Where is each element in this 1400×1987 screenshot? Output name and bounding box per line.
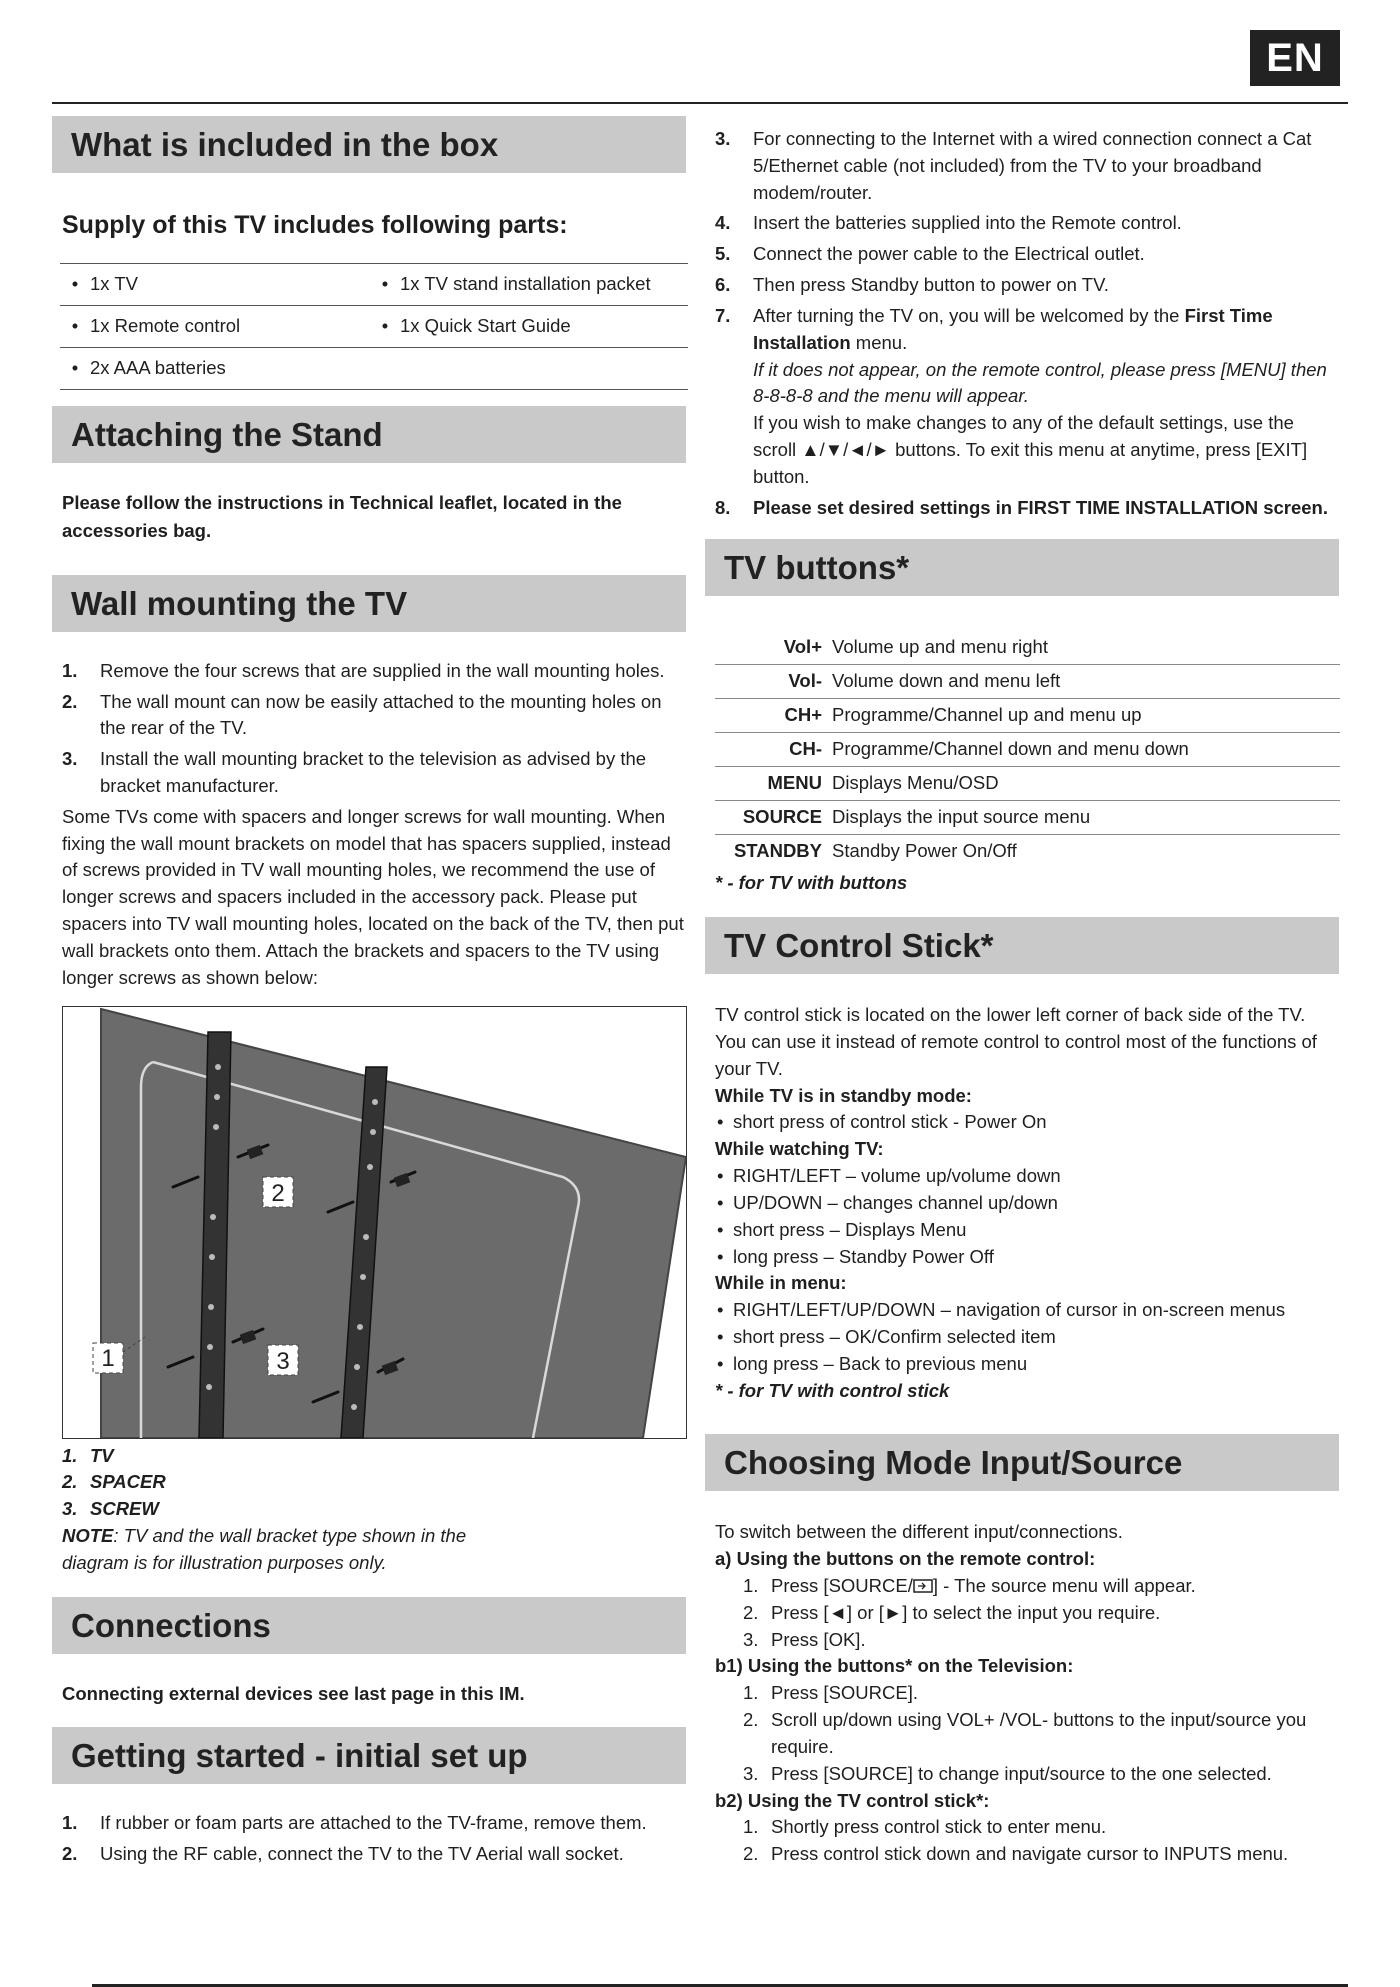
list-item: 3. Press [SOURCE] to change input/source to the one selected. — [743, 1762, 1272, 1784]
section-heading-tv-buttons: TV buttons* — [705, 539, 1339, 596]
part-item: 2x AAA batteries — [90, 348, 370, 390]
part-item: 1x Quick Start Guide — [400, 306, 688, 348]
list-item: 2. Press [◄] or [►] to select the input you require. — [743, 1601, 1161, 1623]
tv-buttons-table — [715, 630, 1340, 868]
table-row: Vol- Volume down and menu left — [715, 664, 1340, 698]
list-item: 1. Remove the four screws that are supplied in the wall mounting holes. — [62, 659, 665, 681]
right-column — [705, 126, 1339, 1868]
list-item: • long press – Back to previous menu — [715, 1351, 1339, 1378]
legend-item: 1. TV — [62, 1444, 114, 1466]
parts-table — [60, 263, 688, 390]
list-item: 1. Shortly press control stick to enter menu. — [743, 1816, 1107, 1838]
menu-subheading: While in menu: — [715, 1272, 847, 1294]
control-stick-steps — [743, 1814, 1339, 1868]
watching-subheading: While watching TV: — [715, 1138, 884, 1160]
section-heading-control-stick: TV Control Stick* — [705, 917, 1339, 974]
bullet: • — [60, 264, 90, 306]
list-item: 7. After turning the TV on, you will be welcomed by the First Time Installation menu. If it does not appear, on the remote control, please press [MENU] then 8-8-8-8 and the menu will appear. If you wish to make changes to any of the default settings, use the scroll ▲/▼/◄/► buttons. To exit this menu at anytime, press [EXIT] button. — [715, 304, 1327, 487]
list-item: 3. Press [OK]. — [743, 1628, 866, 1650]
section-heading-box: What is included in the box — [52, 116, 686, 173]
list-item: • UP/DOWN – changes channel up/down — [715, 1190, 1339, 1217]
callout-3: 3 — [276, 1347, 290, 1375]
watching-list — [715, 1163, 1339, 1270]
table-row: CH+ Programme/Channel up and menu up — [715, 698, 1340, 732]
section-heading-wall: Wall mounting the TV — [52, 575, 686, 632]
tv-buttons-footnote: * - for TV with buttons — [715, 872, 908, 894]
list-item: • short press of control stick - Power On — [715, 1109, 1339, 1136]
bullet: • — [370, 306, 400, 348]
list-item: 3. Install the wall mounting bracket to the television as advised by the bracket manufacturer. — [62, 748, 647, 796]
bullet: • — [370, 264, 400, 306]
section-heading-stand: Attaching the Stand — [52, 406, 686, 463]
list-item: • RIGHT/LEFT/UP/DOWN – navigation of cursor in on-screen menus — [715, 1297, 1339, 1324]
source-input-icon — [913, 1579, 933, 1593]
list-item: 2. The wall mount can now be easily attached to the mounting holes on the rear of the TV. — [62, 690, 662, 739]
list-item: • RIGHT/LEFT – volume up/volume down — [715, 1163, 1339, 1190]
table-row: SOURCE Displays the input source menu — [715, 800, 1340, 834]
wall-steps — [62, 658, 686, 800]
left-column — [52, 116, 686, 1872]
diagram-legend — [62, 1443, 686, 1523]
list-item: 2. Using the RF cable, connect the TV to the TV Aerial wall socket. — [62, 1843, 624, 1865]
bullet: • — [60, 348, 90, 390]
legend-item: 3. SCREW — [62, 1498, 159, 1520]
list-item: 1. Press [SOURCE/ ] - The source menu will appear. — [743, 1575, 1196, 1596]
language-badge: EN — [1250, 30, 1340, 86]
table-row — [60, 348, 688, 390]
callout-2: 2 — [271, 1179, 285, 1207]
part-item: 1x TV — [90, 264, 370, 306]
table-row: CH- Programme/Channel down and menu down — [715, 732, 1340, 766]
list-item: 2. Press control stick down and navigate cursor to INPUTS menu. — [743, 1843, 1289, 1865]
standby-subheading: While TV is in standby mode: — [715, 1084, 972, 1106]
source-intro: To switch between the different input/connections. — [715, 1521, 1123, 1543]
table-row — [60, 306, 688, 348]
callout-1: 1 — [101, 1344, 115, 1372]
list-item: 2. Scroll up/down using VOL+ /VOL- buttons to the input/source you require. — [743, 1709, 1307, 1757]
remote-steps — [743, 1573, 1339, 1653]
setup-steps-left — [62, 1810, 686, 1868]
supply-title: Supply of this TV includes following parts: — [62, 211, 568, 239]
control-stick-subheading: b2) Using the TV control stick*: — [715, 1789, 990, 1811]
top-divider — [52, 102, 1348, 104]
tv-buttons-steps — [743, 1680, 1339, 1787]
list-item: • long press – Standby Power Off — [715, 1244, 1339, 1271]
list-item: • short press – OK/Confirm selected item — [715, 1324, 1339, 1351]
table-row: Vol+ Volume up and menu right — [715, 630, 1340, 664]
list-item: 1. Press [SOURCE]. — [743, 1682, 918, 1704]
menu-list — [715, 1297, 1339, 1377]
list-item: 1. If rubber or foam parts are attached to the TV-frame, remove them. — [62, 1812, 647, 1834]
setup-steps-right — [715, 126, 1339, 521]
section-heading-setup: Getting started - initial set up — [52, 1727, 686, 1784]
bullet: • — [60, 306, 90, 348]
section-heading-source: Choosing Mode Input/Source — [705, 1434, 1339, 1491]
wall-mount-diagram — [62, 1006, 687, 1439]
connections-text: Connecting external devices see last page in this IM. — [62, 1682, 525, 1704]
table-row: STANDBY Standby Power On/Off — [733, 840, 1017, 862]
list-item: 8. Please set desired settings in FIRST TIME INSTALLATION screen. — [715, 496, 1328, 518]
remote-subheading: a) Using the buttons on the remote control: — [715, 1548, 1096, 1570]
standby-list — [715, 1109, 1339, 1136]
stand-text: Please follow the instructions in Technical leaflet, located in the accessories bag. — [62, 492, 622, 541]
list-item: 6. Then press Standby button to power on TV. — [715, 274, 1109, 296]
control-stick-footnote: * - for TV with control stick — [715, 1379, 950, 1401]
list-item: 3. For connecting to the Internet with a wired connection connect a Cat 5/Ethernet cable (not included) from the TV to your broadband modem/router. — [715, 128, 1312, 203]
part-item: 1x Remote control — [90, 306, 370, 348]
diagram-note: NOTE: TV and the wall bracket type shown in the diagram is for illustration purposes only. — [62, 1524, 467, 1573]
wall-mount-illustration — [63, 1007, 686, 1438]
list-item: • short press – Displays Menu — [715, 1217, 1339, 1244]
part-item: 1x TV stand installation packet — [400, 264, 688, 306]
legend-item: 2. SPACER — [62, 1471, 166, 1493]
wall-mount-paragraph: Some TVs come with spacers and longer screws for wall mounting. When fixing the wall mount brackets on model that has spacers supplied, instead of screws provided in TV wall mounting holes, we recommend the use of longer screws and spacers included in the accessory pack. Please put spacers into TV wall mounting holes, located on the back of the TV, then put wall brackets onto them. Attach the brackets and spacers to the TV using longer screws as shown below: — [62, 805, 684, 988]
table-row — [60, 264, 688, 306]
list-item: 4. Insert the batteries supplied into the Remote control. — [715, 212, 1182, 234]
section-heading-connections: Connections — [52, 1597, 686, 1654]
table-row: MENU Displays Menu/OSD — [715, 766, 1340, 800]
tv-buttons-subheading: b1) Using the buttons* on the Television: — [715, 1655, 1074, 1677]
control-stick-intro: TV control stick is located on the lower left corner of back side of the TV. You can use it instead of remote control to control most of the functions of your TV. — [715, 1004, 1317, 1079]
list-item: 5. Connect the power cable to the Electrical outlet. — [715, 243, 1145, 265]
